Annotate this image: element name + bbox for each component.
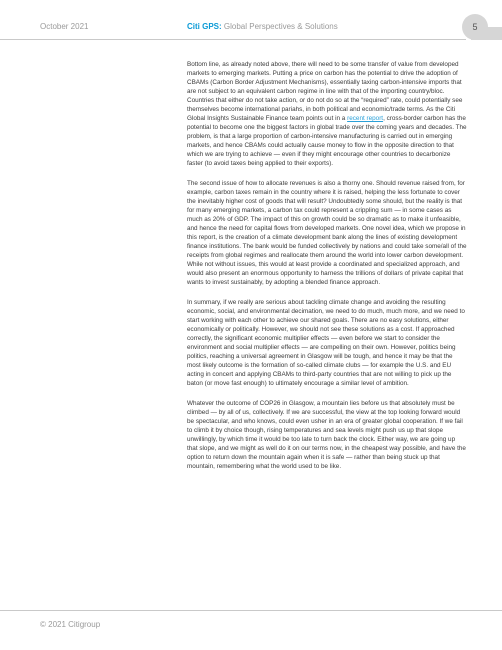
paragraph-1-text-b: , cross-border carbon has the potential to become one the biggest factors in global trade over the coming years and decades. The problem, is that a large proportion of carbon-intensive manufacturing is carried out in emerging markets, and hence CBAMs could actually cause money to flow in the opposite direction to that which we are trying to achieve — even if they might encourage other countries to decarbonize faster (to avoid taxes being applied to their exports). bbox=[187, 115, 467, 167]
footer-divider bbox=[0, 610, 502, 611]
header-publication-title bbox=[187, 22, 338, 31]
paragraph-3: In summary, if we really are serious about tackling climate change and avoiding the resulting economic, social, and environmental decimation, we need to do much, much more, and we need to start working with each other to achieve our shared goals. There are no easy solutions, either economically or politically. However, we should not see these solutions as a cost. If approached correctly, the significant economic multiplier effects — even before we start to consider the environment and social multiplier effects — are compelling on their own. However, politics being politics, reaching a universal agreement in Glasgow will be tough, and hence it may be that the most likely outcome is the formation of so-called climate clubs — for example the U.S. and EU acting in concert and applying CBAMs to third-party countries that are not willing to pick up the baton (or move fast enough) to ultimately encourage a similar level of ambition. bbox=[187, 299, 465, 387]
paragraph-4: Whatever the outcome of COP26 in Glasgow, a mountain lies before us that absolutely must be climbed — by all of us, collectively. If we are successful, the view at the top looking forward would be spectacular, and who knows, could even usher in an era of greater global cooperation. If we fail to climb it by choice though, rising temperatures and sea levels might push us up that slope unwillingly, by which time it would be too late to turn back the clock. Either way, we are going up that slope, and we might as well do it on our terms now, in the cheapest way possible, and have the option to return down the mountain again when it is safe — rather than being stuck up that mountain, remembering what the world used to be like. bbox=[187, 400, 466, 470]
paragraph-1-text-a: Bottom line, as already noted above, there will need to be some transfer of value from developed markets to emerging markets. Putting a price on carbon has the potential to drive the adoption of CBAMs (Carbon Border Adjustment Mechanisms), essentially taxing carbon-intensive imports that are not subject to an equivalent carbon regime in line with that of the importing country/bloc. Countries that either do not take action, or do not do so at the “required” rate, could potentially see themselves become international pariahs, in both political and economic/trade terms. As the Citi Global Insights Sustainable Finance team points out in a bbox=[187, 61, 463, 122]
article-body bbox=[187, 60, 467, 482]
header-subtitle: Global Perspectives & Solutions bbox=[221, 22, 338, 31]
header-divider bbox=[0, 39, 466, 40]
header-date: October 2021 bbox=[40, 22, 89, 31]
page-header bbox=[0, 0, 502, 48]
footer-copyright: © 2021 Citigroup bbox=[40, 620, 101, 629]
recent-report-link[interactable]: recent report bbox=[347, 115, 384, 122]
page-number-badge bbox=[462, 14, 488, 40]
paragraph-2: The second issue of how to allocate revenues is also a thorny one. Should revenue raised from, for example, carbon taxes remain in the country where it is raised, helping the less fortunate to cover the inevitably higher cost of goods that will result? Undoubtedly some should, but the reality is that for many emerging markets, a carbon tax could represent a crippling sum — in some cases as much as 20% of GDP. The impact of this on growth could be so dramatic as to make it unfeasible, and hence the need for capital flows from developed markets. One novel idea, which we propose in this report, is the creation of a climate development bank along the lines of existing development finance institutions. The bank would be funded collectively by nations and could take some/all of the receipts from global regimes and reallocate them around the world into lower carbon development. While not without issues, this would at least provide a coordinated and specialized approach, and would also present an enormous opportunity to harness the trillions of dollars of private capital that wants to invest sustainably, by adopting a blended finance approach. bbox=[187, 180, 467, 286]
paragraph-1 bbox=[187, 60, 467, 168]
page-number: 5 bbox=[472, 22, 478, 32]
header-brand: Citi GPS: bbox=[187, 22, 222, 31]
